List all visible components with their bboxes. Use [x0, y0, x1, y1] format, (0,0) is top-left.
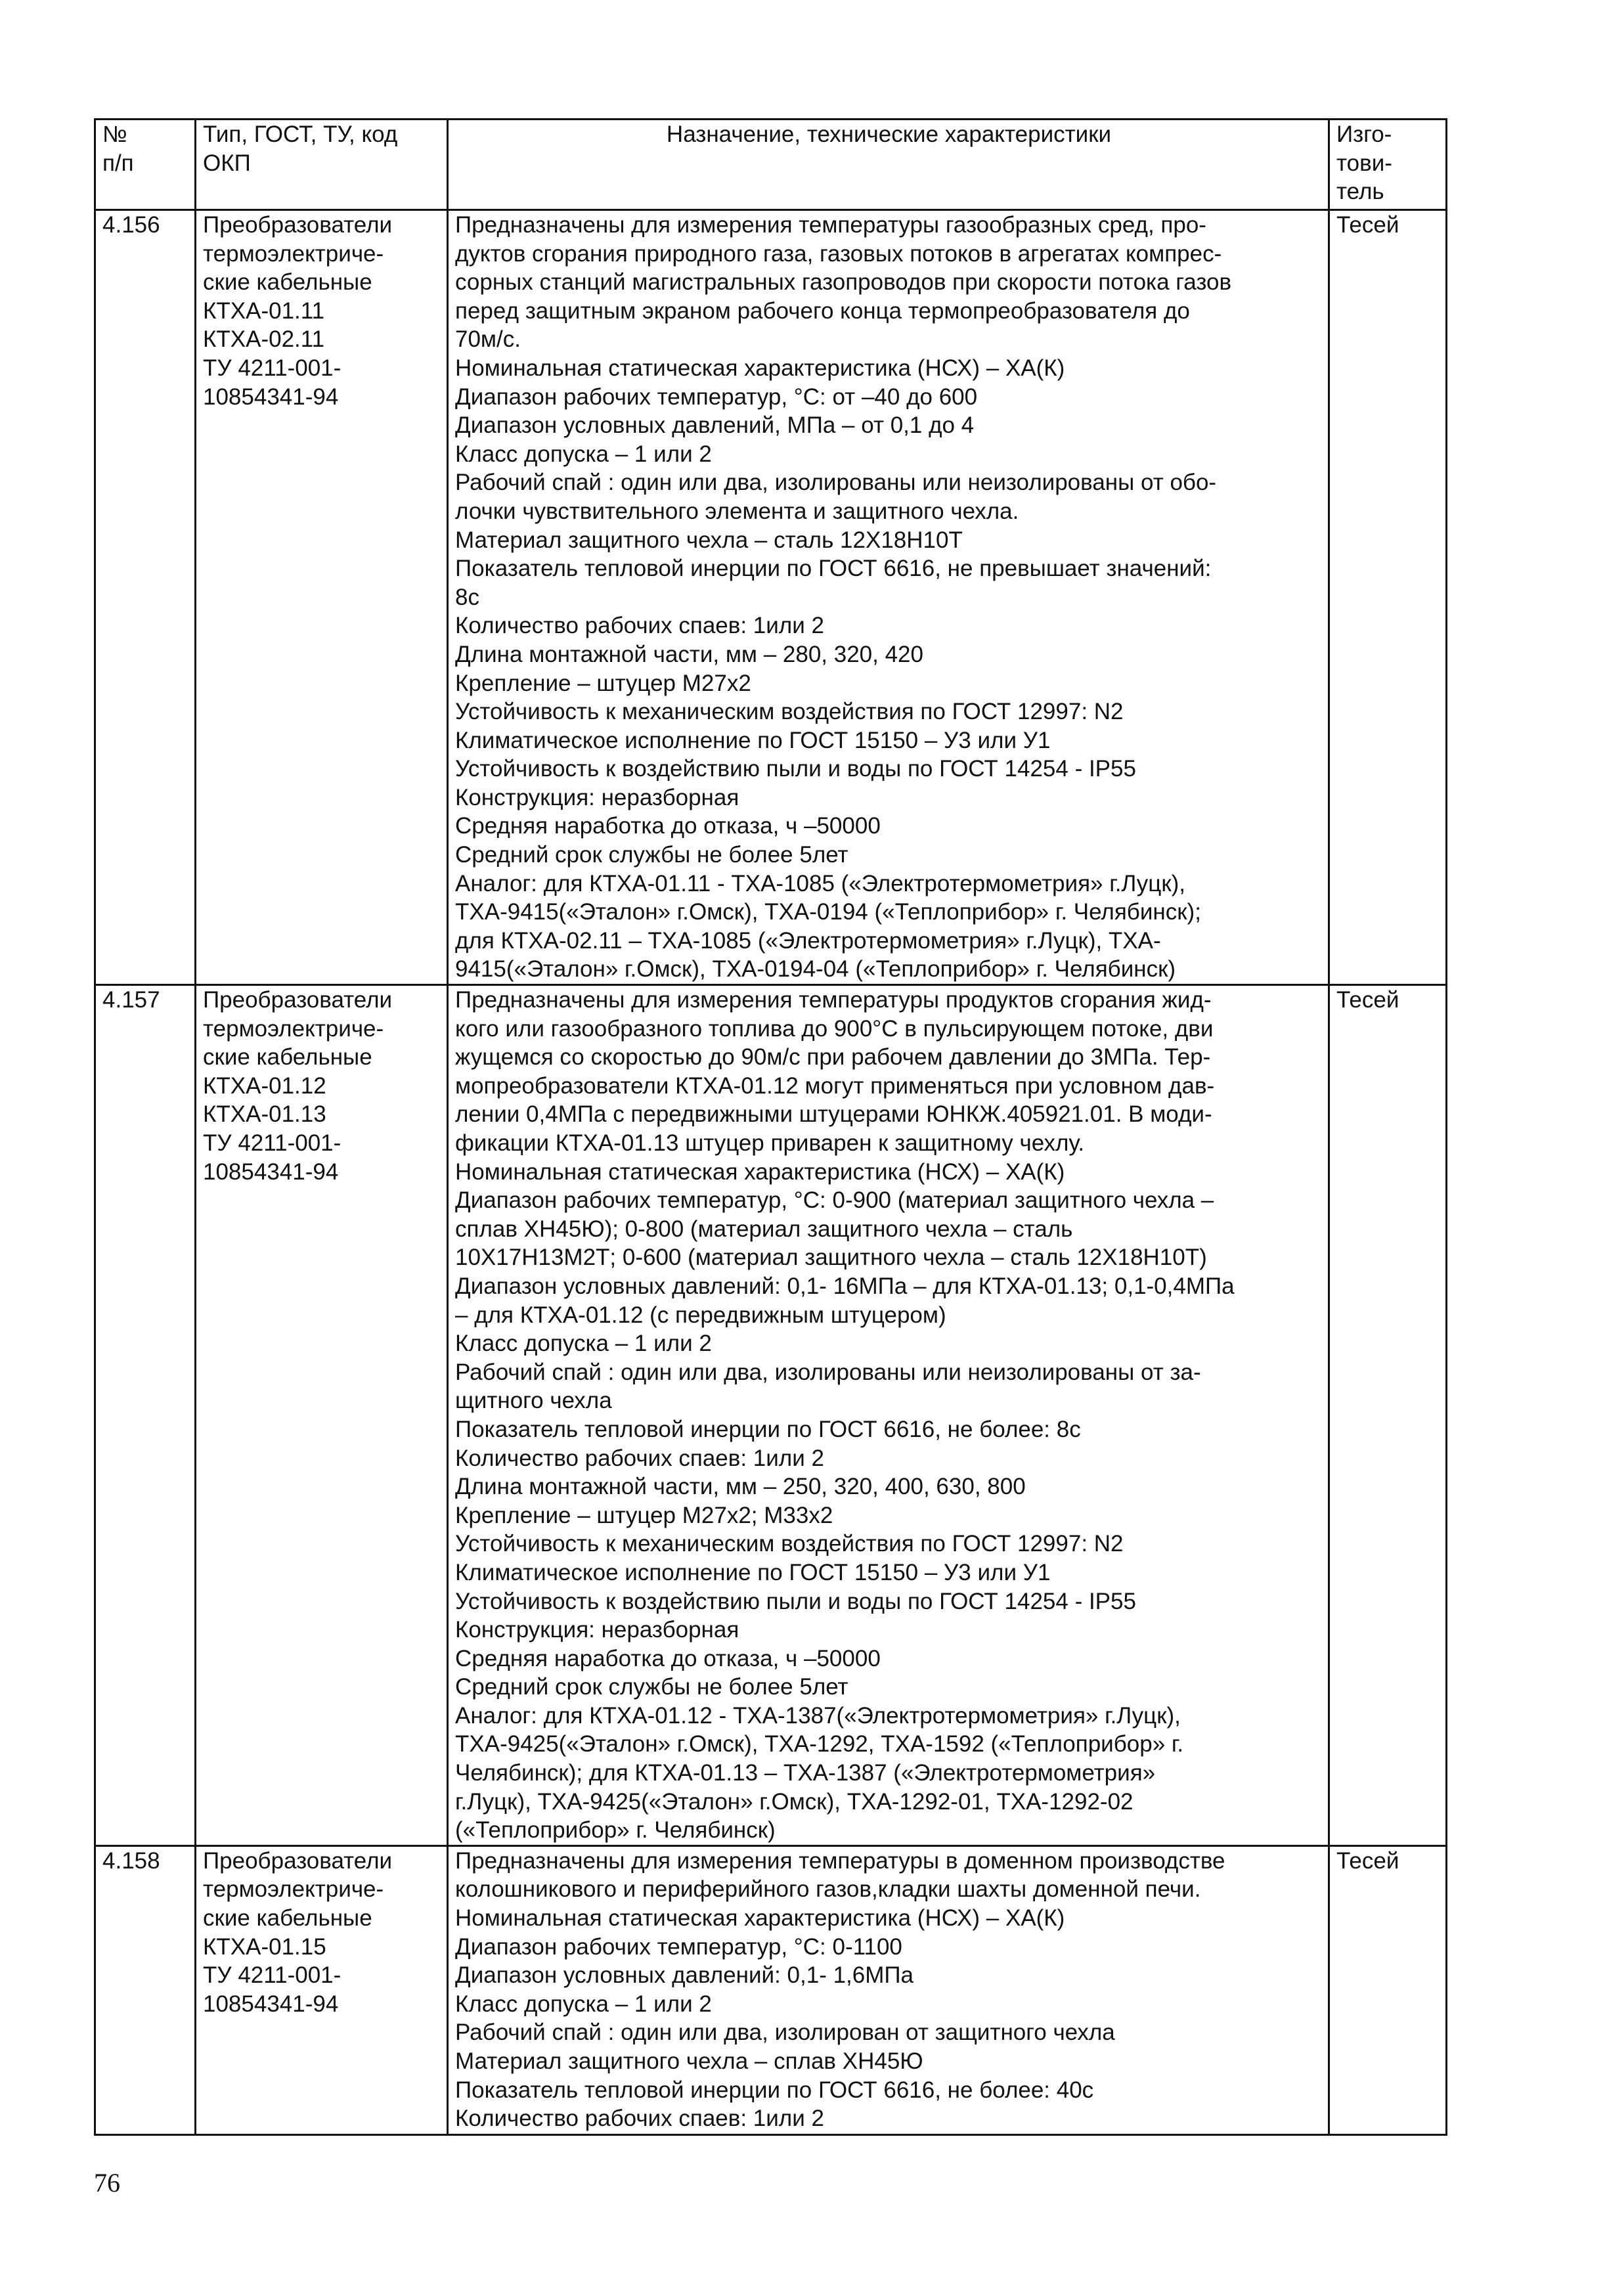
header-type: Тип, ГОСТ, ТУ, код ОКП [196, 120, 448, 210]
row-description: Предназначены для измерения температуры газообразных сред, про- дуктов сгорания природного газа, газовых потоков в агрегатах компрес- сорных станций магистральных газопроводов при скорости потока газов перед защитным экраном рабочего конца термопреобразователя до 70м/с. Номинальная статическая характеристика (НСХ) – ХА(К) Диапазон рабочих температур, °С: от –40 до 600 Диапазон условных давлений, МПа – от 0,1 до 4 Класс допуска – 1 или 2 Рабочий спай : один или два, изолированы или неизолированы от обо- лочки чувствительного элемента и защитного чехла. Материал защитного чехла – сталь 12Х18Н10Т Показатель тепловой инерции по ГОСТ 6616, не превышает значений: 8с Количество рабочих спаев: 1или 2 Длина монтажной части, мм – 280, 320, 420 Крепление – штуцер М27х2 Устойчивость к механическим воздействия по ГОСТ 12997: N2 Климатическое исполнение по ГОСТ 15150 – У3 или У1 Устойчивость к воздействию пыли и воды по ГОСТ 14254 - IP55 Конструкция: неразборная Средняя наработка до отказа, ч –50000 Средний срок службы не более 5лет Аналог: для КТХА-01.11 - ТХА-1085 («Электротермометрия» г.Луцк), ТХА-9415(«Эталон» г.Омск), ТХА-0194 («Теплоприбор» г. Челябинск); для КТХА-02.11 – ТХА-1085 («Электротермометрия» г.Луцк), ТХА- 9415(«Эталон» г.Омск), ТХА-0194-04 («Теплоприбор» г. Челябинск) [448, 210, 1329, 985]
table-row [95, 1845, 1447, 2134]
header-number: № п/п [95, 120, 196, 210]
row-description: Предназначены для измерения температуры в доменном производстве колошникового и периферийного газов,кладки шахты доменной печи. Номинальная статическая характеристика (НСХ) – ХА(К) Диапазон рабочих температур, °С: 0-1100 Диапазон условных давлений: 0,1- 1,6МПа Класс допуска – 1 или 2 Рабочий спай : один или два, изолирован от защитного чехла Материал защитного чехла – сплав ХН45Ю Показатель тепловой инерции по ГОСТ 6616, не более: 40с Количество рабочих спаев: 1или 2 [448, 1845, 1329, 2134]
row-number: 4.158 [95, 1845, 196, 2134]
row-type: Преобразователи термоэлектриче- ские кабельные КТХА-01.12 КТХА-01.13 ТУ 4211-001- 10854341-94 [196, 985, 448, 1846]
page-number: 76 [94, 2168, 120, 2197]
row-number: 4.157 [95, 985, 196, 1846]
row-manufacturer: Тесей [1329, 210, 1447, 985]
row-description: Предназначены для измерения температуры продуктов сгорания жид- кого или газообразного топлива до 900°С в пульсирующем потоке, дви жущемся со скоростью до 90м/с при рабочем давлении до 3МПа. Тер- мопреобразователи КТХА-01.12 могут применяться при условном дав- лении 0,4МПа с передвижными штуцерами ЮНКЖ.405921.01. В моди- фикации КТХА-01.13 штуцер приварен к защитному чехлу. Номинальная статическая характеристика (НСХ) – ХА(К) Диапазон рабочих температур, °С: 0-900 (материал защитного чехла – сплав ХН45Ю); 0-800 (материал защитного чехла – сталь 10Х17Н13М2Т; 0-600 (материал защитного чехла – сталь 12Х18Н10Т) Диапазон условных давлений: 0,1- 16МПа – для КТХА-01.13; 0,1-0,4МПа – для КТХА-01.12 (с передвижным штуцером) Класс допуска – 1 или 2 Рабочий спай : один или два, изолированы или неизолированы от за- щитного чехла Показатель тепловой инерции по ГОСТ 6616, не более: 8с Количество рабочих спаев: 1или 2 Длина монтажной части, мм – 250, 320, 400, 630, 800 Крепление – штуцер М27х2; М33х2 Устойчивость к механическим воздействия по ГОСТ 12997: N2 Климатическое исполнение по ГОСТ 15150 – У3 или У1 Устойчивость к воздействию пыли и воды по ГОСТ 14254 - IP55 Конструкция: неразборная Средняя наработка до отказа, ч –50000 Средний срок службы не более 5лет Аналог: для КТХА-01.12 - ТХА-1387(«Электротермометрия» г.Луцк), ТХА-9425(«Эталон» г.Омск), ТХА-1292, ТХА-1592 («Теплоприбор» г. Челябинск); для КТХА-01.13 – ТХА-1387 («Электротермометрия» г.Луцк), ТХА-9425(«Эталон» г.Омск), ТХА-1292-01, ТХА-1292-02 («Теплоприбор» г. Челябинск) [448, 985, 1329, 1846]
table-row [95, 985, 1447, 1846]
table-row [95, 210, 1447, 985]
row-manufacturer: Тесей [1329, 985, 1447, 1846]
header-manufacturer: Изго- тови- тель [1329, 120, 1447, 210]
row-type: Преобразователи термоэлектриче- ские кабельные КТХА-01.15 ТУ 4211-001- 10854341-94 [196, 1845, 448, 2134]
specification-table [94, 118, 1447, 2136]
header-description: Назначение, технические характеристики [448, 120, 1329, 210]
row-manufacturer: Тесей [1329, 1845, 1447, 2134]
table-header-row [95, 120, 1447, 210]
row-type: Преобразователи термоэлектриче- ские кабельные КТХА-01.11 КТХА-02.11 ТУ 4211-001- 10854341-94 [196, 210, 448, 985]
row-number: 4.156 [95, 210, 196, 985]
